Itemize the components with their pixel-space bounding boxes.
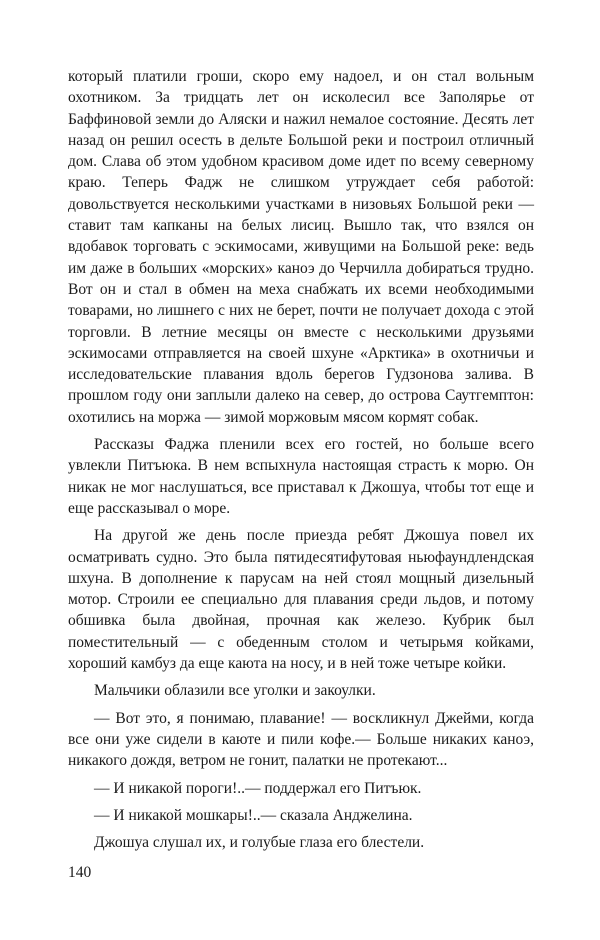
paragraph-4: Мальчики облазили все уголки и закоулки.	[94, 682, 376, 700]
paragraph-1: который платили гроши, скоро ему надоел, и он стал вольным охотником. За тридцать лет он исколесил все Заполярье от Баффиновой земли до Аляски и нажил немалое состояние. Десять лет назад он решил осесть в дельте Большой реки и построил отличный дом. Слава об этом удобном красивом доме идет по всему северному краю. Теперь Фадж не слишком утруждает себя работой: довольствуется несколькими участками в низовьях Большой реки — ставит там капканы на белых лисиц. Вышло так, что взялся он вдобавок торговать с эскимосами, живущими на Большой реке: ведь им даже в больших «морских» каноэ до Черчилла добираться трудно. Вот он и стал в обмен на меха снабжать их всеми необходимыми товарами, но лишнего с них не берет, почти не получает дохода с этой торговли. В летние месяцы он вместе с несколькими друзьями эскимосами отправляется на своей шхуне «Арктика» в охотничьи и исследовательские плавания вдоль берегов Гудзонова залива. В прошлом году они заплыли далеко на север, до острова Саутгемптон: охотились на моржа — зимой моржовым мясом кормят собак.	[68, 68, 534, 426]
paragraph-3: На другой же день после приезда ребят Джошуа повел их осматривать судно. Это была пятидесятифутовая ньюфаундлендская шхуна. В дополнение к парусам на ней стоял мощный дизельный мотор. Строили ее специально для плавания среди льдов, и потому обшивка была двойная, прочная как железо. Кубрик был поместительный — с обеденным столом и четырьмя койками, хороший камбуз да еще каюта на носу, и в ней тоже четыре койки.	[68, 527, 534, 673]
page-text	[68, 66, 534, 859]
paragraph-5: — Вот это, я понимаю, плавание! — воскликнул Джейми, когда все они уже сидели в каюте и пили кофе.— Больше никаких каноэ, никакого дождя, ветром не гонит, палатки не протекают...	[68, 709, 534, 770]
paragraph-6: — И никакой пороги!..— поддержал его Питъюк.	[94, 779, 422, 797]
paragraph-2: Рассказы Фаджа пленили всех его гостей, но больше всего увлекли Питъюка. В нем вспыхнула настоящая страсть к морю. Он никак не мог наслушаться, все приставал к Джошуа, чтобы тот еще и еще рассказывал о море.	[68, 436, 534, 517]
page-number: 140	[68, 864, 92, 881]
paragraph-8: Джошуа слушал их, и голубые глаза его блестели.	[94, 834, 425, 852]
paragraph-7: — И никакой мошкары!..— сказала Анджелина.	[94, 806, 413, 824]
